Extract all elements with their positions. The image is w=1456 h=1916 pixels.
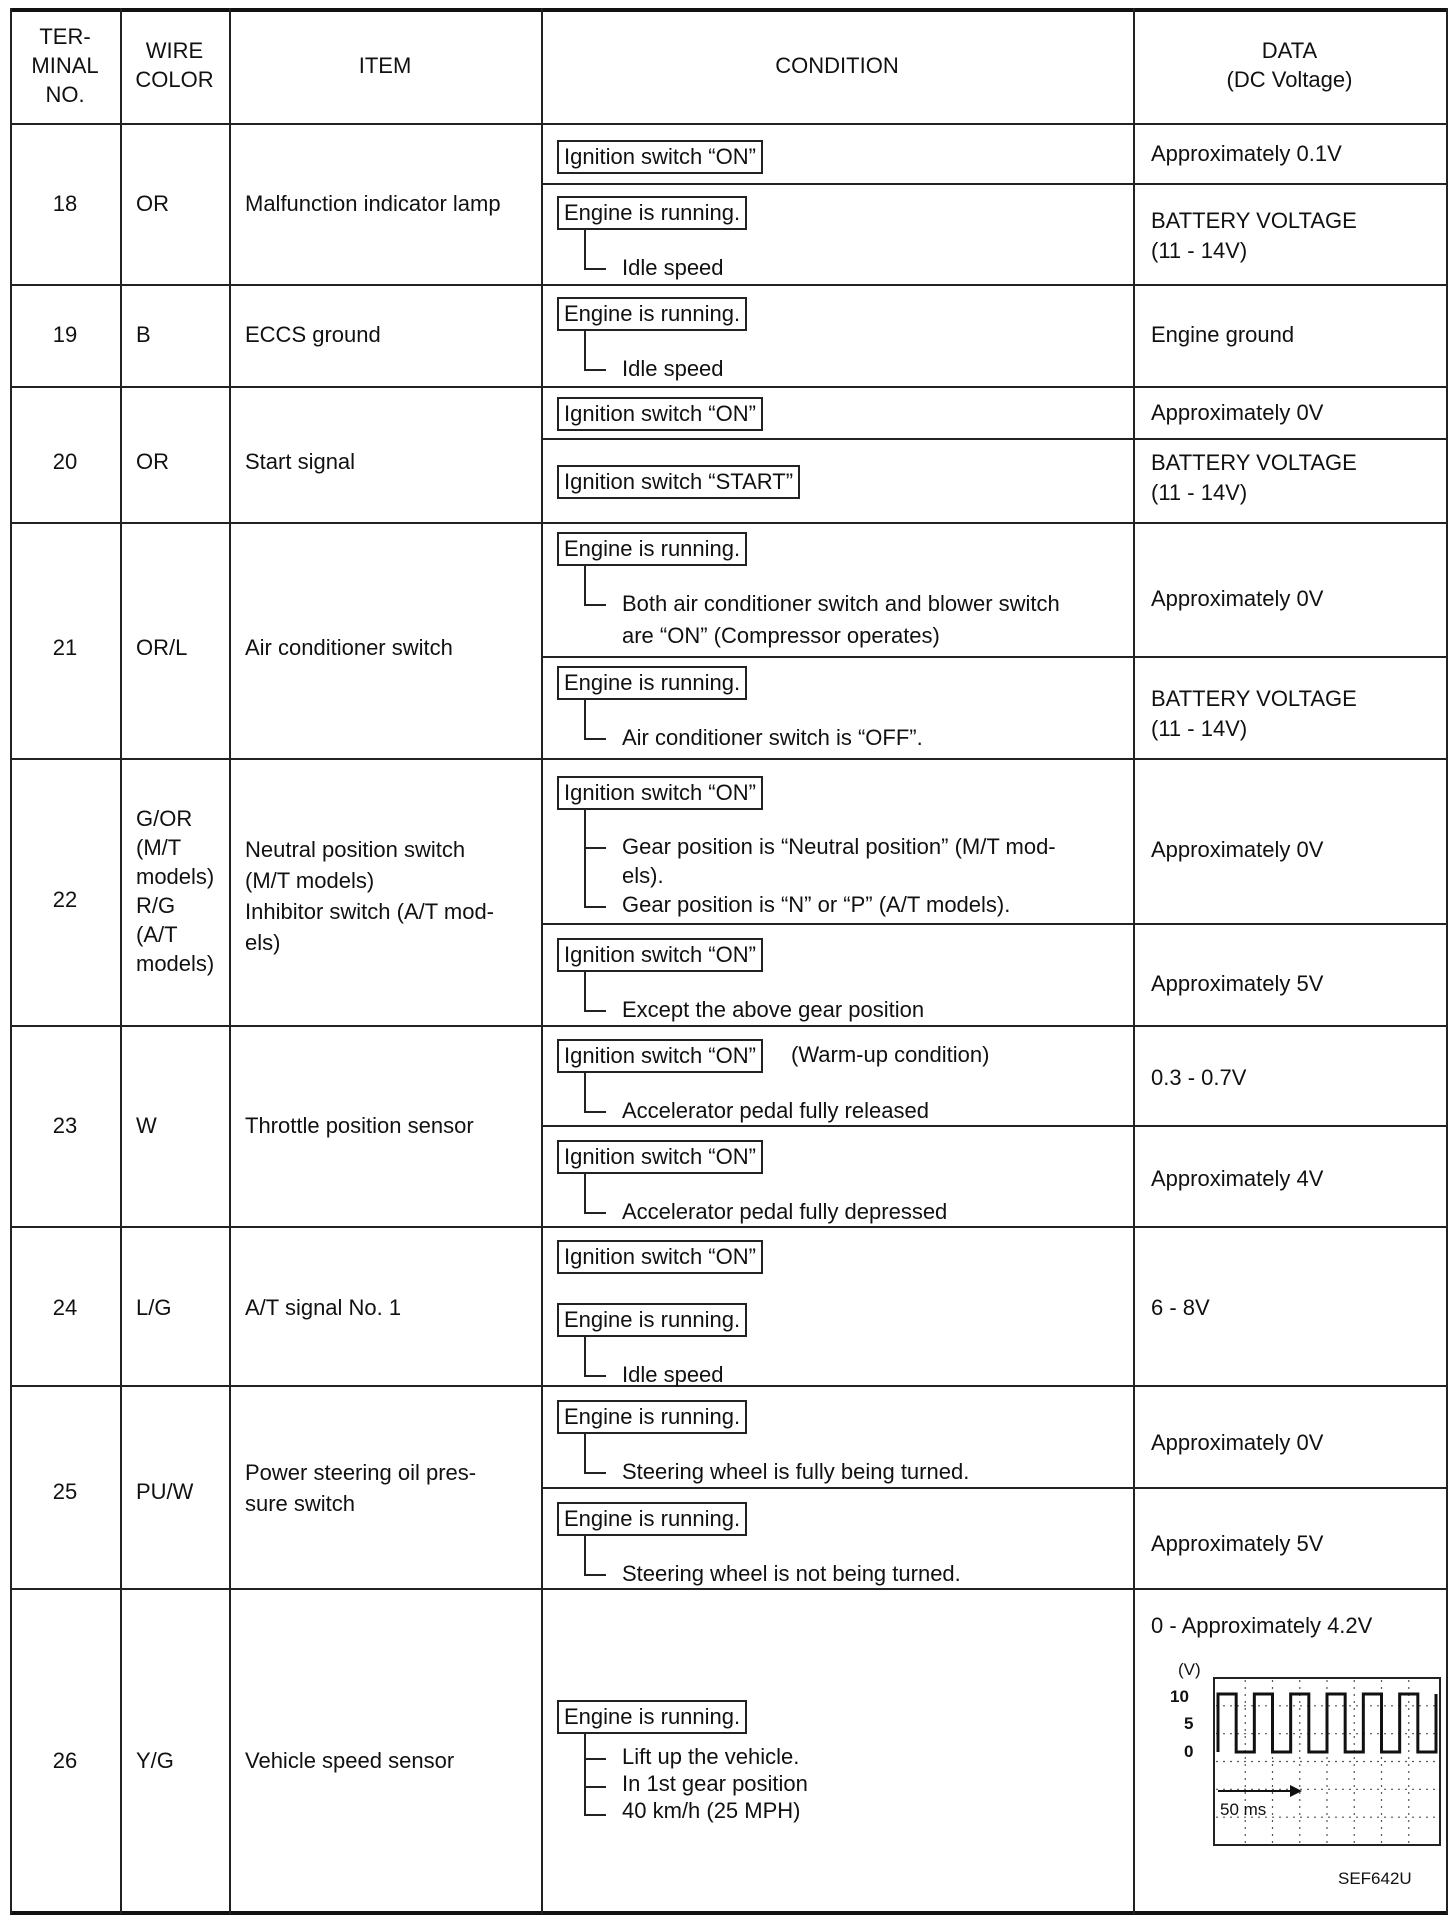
wire-line: G/OR xyxy=(136,806,193,831)
wire-color xyxy=(136,804,214,978)
data-value: Approximately 0V xyxy=(1151,586,1324,611)
data-value: Approximately 4V xyxy=(1151,1166,1324,1191)
condition-box: Ignition switch “ON” xyxy=(557,397,763,431)
tree-tick xyxy=(584,1375,606,1377)
terminal-no: 26 xyxy=(52,1748,78,1773)
terminal-table xyxy=(10,8,1448,1914)
tree-tick xyxy=(584,1814,606,1816)
waveform-time-label: 50 ms xyxy=(1220,1800,1267,1819)
tree-connector xyxy=(584,1732,586,1816)
item-line: Inhibitor switch (A/T mod- xyxy=(245,899,495,924)
condition-sub: Idle speed xyxy=(622,1362,724,1387)
tree-tick xyxy=(584,738,606,740)
data-value: Approximately 5V xyxy=(1151,1531,1324,1556)
tree-connector xyxy=(584,1071,586,1113)
header-terminal-line: NO. xyxy=(45,82,85,107)
data-line: (11 - 14V) xyxy=(1151,238,1248,263)
tree-tick xyxy=(584,268,606,270)
waveform-unit-label: (V) xyxy=(1178,1660,1201,1679)
item-line: Power steering oil pres- xyxy=(245,1460,477,1485)
header-terminal-line: MINAL xyxy=(31,53,99,78)
waveform-y-tick: 5 xyxy=(1184,1714,1194,1733)
condition-box: Engine is running. xyxy=(557,532,747,566)
terminal-no: 25 xyxy=(52,1479,78,1504)
tree-tick xyxy=(584,847,606,849)
tree-tick xyxy=(584,604,606,606)
wire-line: models) xyxy=(136,951,215,976)
condition-box: Ignition switch “ON” xyxy=(557,1240,763,1274)
item-line: (M/T models) xyxy=(245,868,375,893)
terminal-no: 19 xyxy=(52,322,78,347)
condition-box: Engine is running. xyxy=(557,666,747,700)
tree-tick xyxy=(584,1472,606,1474)
data-value: Approximately 0V xyxy=(1151,400,1324,425)
item-line: els) xyxy=(245,930,281,955)
data-line: BATTERY VOLTAGE xyxy=(1151,686,1357,711)
figure-code: SEF642U xyxy=(1338,1869,1412,1888)
tree-connector xyxy=(584,329,586,371)
waveform-y-tick: 10 xyxy=(1170,1687,1189,1706)
header-data xyxy=(1133,36,1446,94)
condition-box: Ignition switch “ON” xyxy=(557,140,763,174)
waveform-y-tick: 0 xyxy=(1184,1742,1194,1761)
wire-color: OR/L xyxy=(136,635,188,660)
header-condition: CONDITION xyxy=(775,53,899,78)
item-line: Neutral position switch xyxy=(245,837,466,862)
data-value: Engine ground xyxy=(1151,322,1295,347)
condition-sub: Lift up the vehicle. xyxy=(622,1744,800,1769)
tree-tick xyxy=(584,1212,606,1214)
condition-sub: Gear position is “Neutral position” (M/T mod- xyxy=(622,834,1056,859)
item-line: sure switch xyxy=(245,1491,356,1516)
terminal-no: 24 xyxy=(52,1295,78,1320)
condition-box: Ignition switch “ON” xyxy=(557,776,763,810)
condition-sub: Air conditioner switch is “OFF”. xyxy=(622,725,923,750)
condition-extra: (Warm-up condition) xyxy=(791,1042,990,1067)
tree-connector xyxy=(584,1432,586,1474)
tree-connector xyxy=(584,564,586,606)
condition-sub: Idle speed xyxy=(622,356,724,381)
wire-color: OR xyxy=(136,449,169,474)
item-label: ECCS ground xyxy=(245,322,381,347)
header-data-line: (DC Voltage) xyxy=(1226,67,1353,92)
waveform-chart xyxy=(1160,1653,1446,1858)
wire-color: W xyxy=(136,1113,157,1138)
condition-sub: Except the above gear position xyxy=(622,997,925,1022)
condition-sub: are “ON” (Compressor operates) xyxy=(622,623,940,648)
condition-box: Engine is running. xyxy=(557,1502,747,1536)
condition-box: Ignition switch “ON” xyxy=(557,1140,763,1174)
tree-tick xyxy=(584,1574,606,1576)
data-value: Approximately 0V xyxy=(1151,1430,1324,1455)
tree-connector xyxy=(584,698,586,740)
data-value: Approximately 0V xyxy=(1151,837,1324,862)
terminal-no: 21 xyxy=(52,635,78,660)
wire-color: Y/G xyxy=(136,1748,174,1773)
wire-line: R/G xyxy=(136,893,176,918)
waveform-signal xyxy=(1218,1694,1436,1752)
item-label: A/T signal No. 1 xyxy=(245,1295,402,1320)
condition-sub: In 1st gear position xyxy=(622,1771,808,1796)
tree-tick xyxy=(584,1010,606,1012)
condition-sub: Accelerator pedal fully released xyxy=(622,1098,929,1123)
condition-sub: Steering wheel is fully being turned. xyxy=(622,1459,970,1484)
data-value: 0 - Approximately 4.2V xyxy=(1151,1613,1373,1638)
terminal-no: 23 xyxy=(52,1113,78,1138)
terminal-no: 18 xyxy=(52,191,78,216)
header-data-line: DATA xyxy=(1261,38,1318,63)
tree-connector xyxy=(584,970,586,1012)
wire-color: B xyxy=(136,322,151,347)
tree-connector xyxy=(584,1534,586,1576)
item-label: Malfunction indicator lamp xyxy=(245,191,501,216)
condition-box: Engine is running. xyxy=(557,1303,747,1337)
condition-sub: Gear position is “N” or “P” (A/T models). xyxy=(622,892,1011,917)
condition-box: Engine is running. xyxy=(557,297,747,331)
data-value: Approximately 5V xyxy=(1151,971,1324,996)
item-label: Start signal xyxy=(245,449,356,474)
data-line: BATTERY VOLTAGE xyxy=(1151,450,1357,475)
tree-tick xyxy=(584,1111,606,1113)
data-value xyxy=(1151,684,1357,744)
data-value: 6 - 8V xyxy=(1151,1295,1210,1320)
condition-box: Ignition switch “ON” xyxy=(557,1039,763,1073)
item-label: Air conditioner switch xyxy=(245,635,453,660)
condition-box: Engine is running. xyxy=(557,196,747,230)
condition-sub: Steering wheel is not being turned. xyxy=(622,1561,961,1586)
condition-box: Ignition switch “START” xyxy=(557,465,800,499)
item-label: Throttle position sensor xyxy=(245,1113,474,1138)
condition-box: Engine is running. xyxy=(557,1700,747,1734)
tree-connector xyxy=(584,1172,586,1214)
data-value: 0.3 - 0.7V xyxy=(1151,1065,1247,1090)
data-value xyxy=(1151,448,1357,508)
wire-line: (M/T xyxy=(136,835,182,860)
wire-line: models) xyxy=(136,864,215,889)
condition-sub: 40 km/h (25 MPH) xyxy=(622,1798,801,1823)
item-label: Vehicle speed sensor xyxy=(245,1748,455,1773)
item-label xyxy=(245,1457,476,1519)
tree-connector xyxy=(584,808,586,908)
wire-color: PU/W xyxy=(136,1479,194,1504)
header-terminal xyxy=(10,22,120,109)
data-value xyxy=(1151,206,1357,266)
wire-color: L/G xyxy=(136,1295,172,1320)
condition-sub: els). xyxy=(622,863,664,888)
header-wire-line: WIRE xyxy=(145,38,204,63)
condition-sub: Accelerator pedal fully depressed xyxy=(622,1199,948,1224)
condition-sub: Idle speed xyxy=(622,255,724,280)
tree-connector xyxy=(584,228,586,270)
condition-box: Engine is running. xyxy=(557,1400,747,1434)
wire-color: OR xyxy=(136,191,169,216)
header-wire-color xyxy=(120,36,229,94)
tree-connector xyxy=(584,1335,586,1377)
item-label xyxy=(245,834,494,958)
tree-tick xyxy=(584,1786,606,1788)
condition-box: Ignition switch “ON” xyxy=(557,938,763,972)
data-value: Approximately 0.1V xyxy=(1151,141,1342,166)
header-terminal-line: TER- xyxy=(39,24,91,49)
wire-line: (A/T xyxy=(136,922,178,947)
data-line: (11 - 14V) xyxy=(1151,716,1248,741)
data-line: BATTERY VOLTAGE xyxy=(1151,208,1357,233)
tree-tick xyxy=(584,369,606,371)
data-line: (11 - 14V) xyxy=(1151,480,1248,505)
condition-sub: Both air conditioner switch and blower switch xyxy=(622,591,1060,616)
tree-tick xyxy=(584,906,606,908)
tree-tick xyxy=(584,1758,606,1760)
header-item: ITEM xyxy=(358,53,412,78)
terminal-no: 20 xyxy=(52,449,78,474)
terminal-no: 22 xyxy=(52,887,78,912)
header-wire-line: COLOR xyxy=(135,67,214,92)
